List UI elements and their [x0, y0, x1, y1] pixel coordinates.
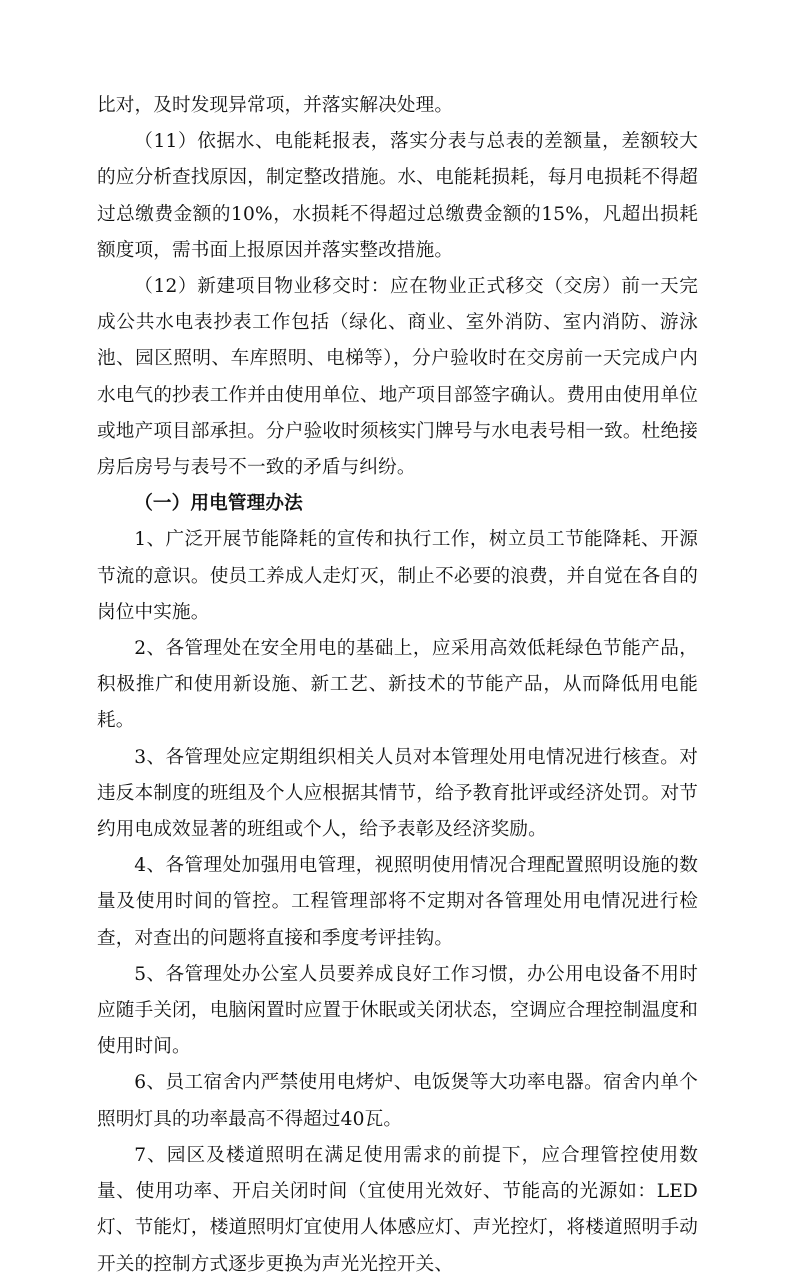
- paragraph-rule-3: 3、各管理处应定期组织相关人员对本管理处用电情况进行核查。对违反本制度的班组及个人应根据其情节，给予教育批评或经济处罚。对节约用电成效显著的班组或个人，给予表彰及经济奖励。: [97, 746, 698, 841]
- paragraph-rule-5: 5、各管理处办公室人员要养成良好工作习惯，办公用电设备不用时应随手关闭，电脑闲置时应置于休眠或关闭状态，空调应合理控制温度和使用时间。: [97, 963, 698, 1058]
- paragraph-rule-4: 4、各管理处加强用电管理，视照明使用情况合理配置照明设施的数量及使用时间的管控。工程管理部将不定期对各管理处用电情况进行检查，对查出的问题将直接和季度考评挂钩。: [97, 855, 698, 949]
- paragraph-item-11: （11）依据水、电能耗报表，落实分表与总表的差额量，差额较大的应分析查找原因，制定整改措施。水、电能耗损耗，每月电损耗不得超过总缴费金额的10%，水损耗不得超过总缴费金额的15%，凡超出损耗额度项，需书面上报原因并落实整改措施。: [97, 131, 698, 261]
- paragraph-rule-6: 6、员工宿舍内严禁使用电烤炉、电饭煲等大功率电器。宿舍内单个照明灯具的功率最高不得超过40瓦。: [97, 1072, 698, 1130]
- document-body: [97, 88, 698, 1283]
- paragraph-item-12: （12）新建项目物业移交时：应在物业正式移交（交房）前一天完成公共水电表抄表工作包括（绿化、商业、室外消防、室内消防、游泳池、园区照明、车库照明、电梯等），分户验收时在交房前一天完成户内水电气的抄表工作并由使用单位、地产项目部签字确认。费用由使用单位或地产项目部承担。分户验收时须核实门牌号与水电表号相一致。杜绝接房后房号与表号不一致的矛盾与纠纷。: [97, 276, 698, 479]
- section-heading: （一）用电管理办法: [134, 493, 303, 515]
- paragraph-rule-7: 7、园区及楼道照明在满足使用需求的前提下，应合理管控使用数量、使用功率、开启关闭时间（宜使用光效好、节能高的光源如：LED灯、节能灯，楼道照明灯宜使用人体感应灯、声光控灯，将楼道照明手动开关的控制方式逐步更换为声光光控开关、: [97, 1144, 698, 1275]
- paragraph-rule-2: 2、各管理处在安全用电的基础上，应采用高效低耗绿色节能产品，积极推广和使用新设施、新工艺、新技术的节能产品，从而降低用电能耗。: [97, 638, 698, 732]
- paragraph-rule-1: 1、广泛开展节能降耗的宣传和执行工作，树立员工节能降耗、开源节流的意识。使员工养成人走灯灭，制止不必要的浪费，并自觉在各自的岗位中实施。: [97, 529, 698, 623]
- paragraph-continuation: 比对，及时发现异常项，并落实解决处理。: [97, 95, 454, 116]
